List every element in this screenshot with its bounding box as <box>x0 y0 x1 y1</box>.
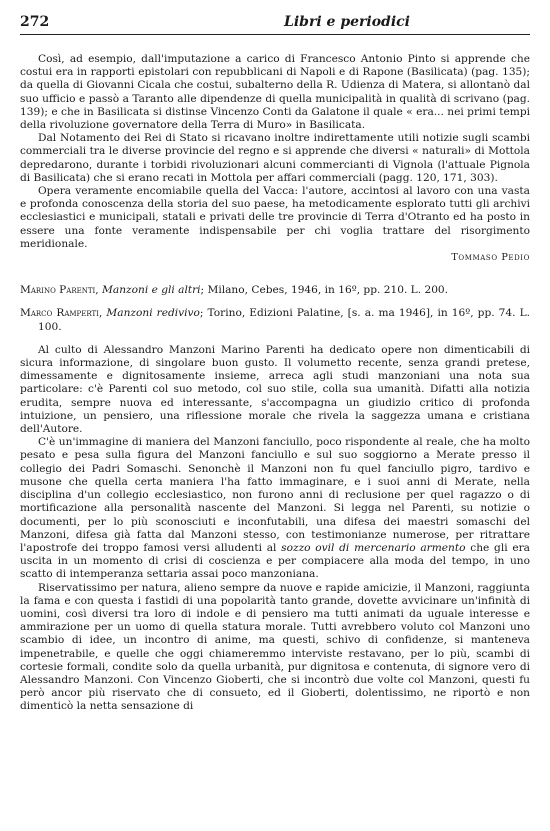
paragraph: Opera veramente encomiabile quella del Vacca: l'autore, accintosi al lavoro con una vasta e profonda conoscenza della storia del suo paese, ha metodicamente esplorato tutti gli archivi ecclesiastici e municipali, statali e privati delle tre provincie di Terra d'Otranto ed ha posto in essere una fonte veramente indispensabile per chi voglia trattare del risorgimento meridionale. <box>20 185 530 250</box>
paragraph-text: che gli era uscita in un momento di crisi di coscienza e per compiacere alla moda del tempo, in uno scatto di intemperanza settaria assai poco manzoniana. <box>20 541 530 581</box>
entry-title: Manzoni e gli altri <box>102 284 201 297</box>
page-header <box>20 14 530 35</box>
entry-author: Marino Parenti, <box>20 284 99 297</box>
quoted-verse: sozzo ovil di mercenario armento <box>281 541 466 554</box>
review-pinto-vacca <box>20 53 530 264</box>
review-manzoni <box>20 344 530 714</box>
entry-details: ; Torino, Edizioni Palatine, [s. a. ma 1946], in 16º, pp. 74. L. 100. <box>38 307 531 333</box>
page <box>20 14 530 714</box>
paragraph-text: C'è un'immagine di maniera del Manzoni fanciullo, poco rispondente al reale, che ha molto pesato e pesa sulla figura del Manzoni fanciullo e sul suo soggiorno a Merate presso il collegio dei Padri Somaschi. Senonchè il Manzoni non fu quel fanciullo pigro, tardivo e musone che quella certa maniera l'ha fatto immaginare, e i suoi anni di Merate, nella disciplina d'un collegio ecclesiastico, non furono anni di reclusione per quel ragazzo o di mortificazione alla personalità nascente del Manzoni. Si legga nel Parenti, su notizie o documenti, per lo più sconosciuti e inconfutabili, una difesa dei maestri somaschi del Manzoni, difesa già fatta dal Manzoni stesso, con testimonianze numerose, per ritrattare l'apostrofe dei troppo famosi versi alludenti al <box>20 436 530 554</box>
paragraph: Dal Notamento dei Rei di Stato si ricavano inoltre indirettamente utili notizie sugli scambi commerciali tra le diverse provincie del regno e si apprende che diversi « naturali» di Mottola depredarono, durante i torbidi rivoluzionari alcuni commercianti di Vignola (l'attuale Pignola di Basilicata) che si erano recati in Mottola per affari commerciali (pagg. 120, 171, 303). <box>20 132 530 184</box>
running-title: Libri e periodici <box>284 14 410 30</box>
entry-author: Marco Ramperti, <box>20 307 103 320</box>
bibliographic-entry <box>20 284 530 297</box>
paragraph <box>20 436 530 581</box>
review-signature: Tommaso Pedio <box>451 252 530 264</box>
paragraph: Riservatissimo per natura, alieno sempre da nuove e rapide amicizie, il Manzoni, raggiunta la fama e con questa i fastidi di una popolarità tanto grande, dovette avvicinare un'infinità di uomini, così diversi tra loro di indole e di pensiero ma tutti animati da uguale interesse e ammirazione per un uomo di quella statura morale. Tutti avrebbero voluto col Manzoni uno scambio di idee, un incontro di anime, ma questi, schivo di confidenze, si manteneva impenetrabile, e quelle che oggi chiameremmo interviste restavano, per lo più, scambi di cortesie formali, condite solo da quella urbanità, pur dignitosa e contenuta, di signore vero di Alessandro Manzoni. Con Vincenzo Gioberti, che si incontrò due volte col Manzoni, questi fu però ancor più riservato che di consueto, ed il Gioberti, dolentissimo, ne riportò e non dimenticò la netta sensazione di <box>20 581 530 713</box>
paragraph: Al culto di Alessandro Manzoni Marino Parenti ha dedicato opere non dimenticabili di sicura informazione, di singolare buon gusto. Il volumetto recente, senza grandi pretese, dimessamente e dignitosamente insieme, arreca agli studi manzoniani una nota sua particolare: c'è Parenti col suo metodo, col suo stile, colla sua umanità. Difatti alla notizia erudita, sempre nuova ed interessante, s'accompagna un giudizio critico di profonda intuizione, un pensiero, una riflessione morale che rivela la saggezza umana e cristiana dell'Autore. <box>20 343 530 436</box>
entry-title: Manzoni redivivo <box>106 307 200 320</box>
page-number: 272 <box>20 14 50 30</box>
entry-details: ; Milano, Cebes, 1946, in 16º, pp. 210. L. 200. <box>200 284 449 297</box>
bibliographic-entry <box>20 307 530 333</box>
paragraph: Così, ad esempio, dall'imputazione a carico di Francesco Antonio Pinto si apprende che costui era in rapporti epistolari con repubblicani di Napoli e di Rapone (Basilicata) (pag. 135); da quella di Giovanni Cicala che costui, subalterno della R. Udienza di Matera, si allontanò dal suo ufficio e passò a Taranto alle dipendenze di quella municipalità in qualità di scrivano (pag. 139); e che in Basilicata si distinse Vincenzo Conti da Galatone il quale « era... nei primi tempi della rivoluzione governatore della Terra di Muro» in Basilicata. <box>20 53 530 132</box>
